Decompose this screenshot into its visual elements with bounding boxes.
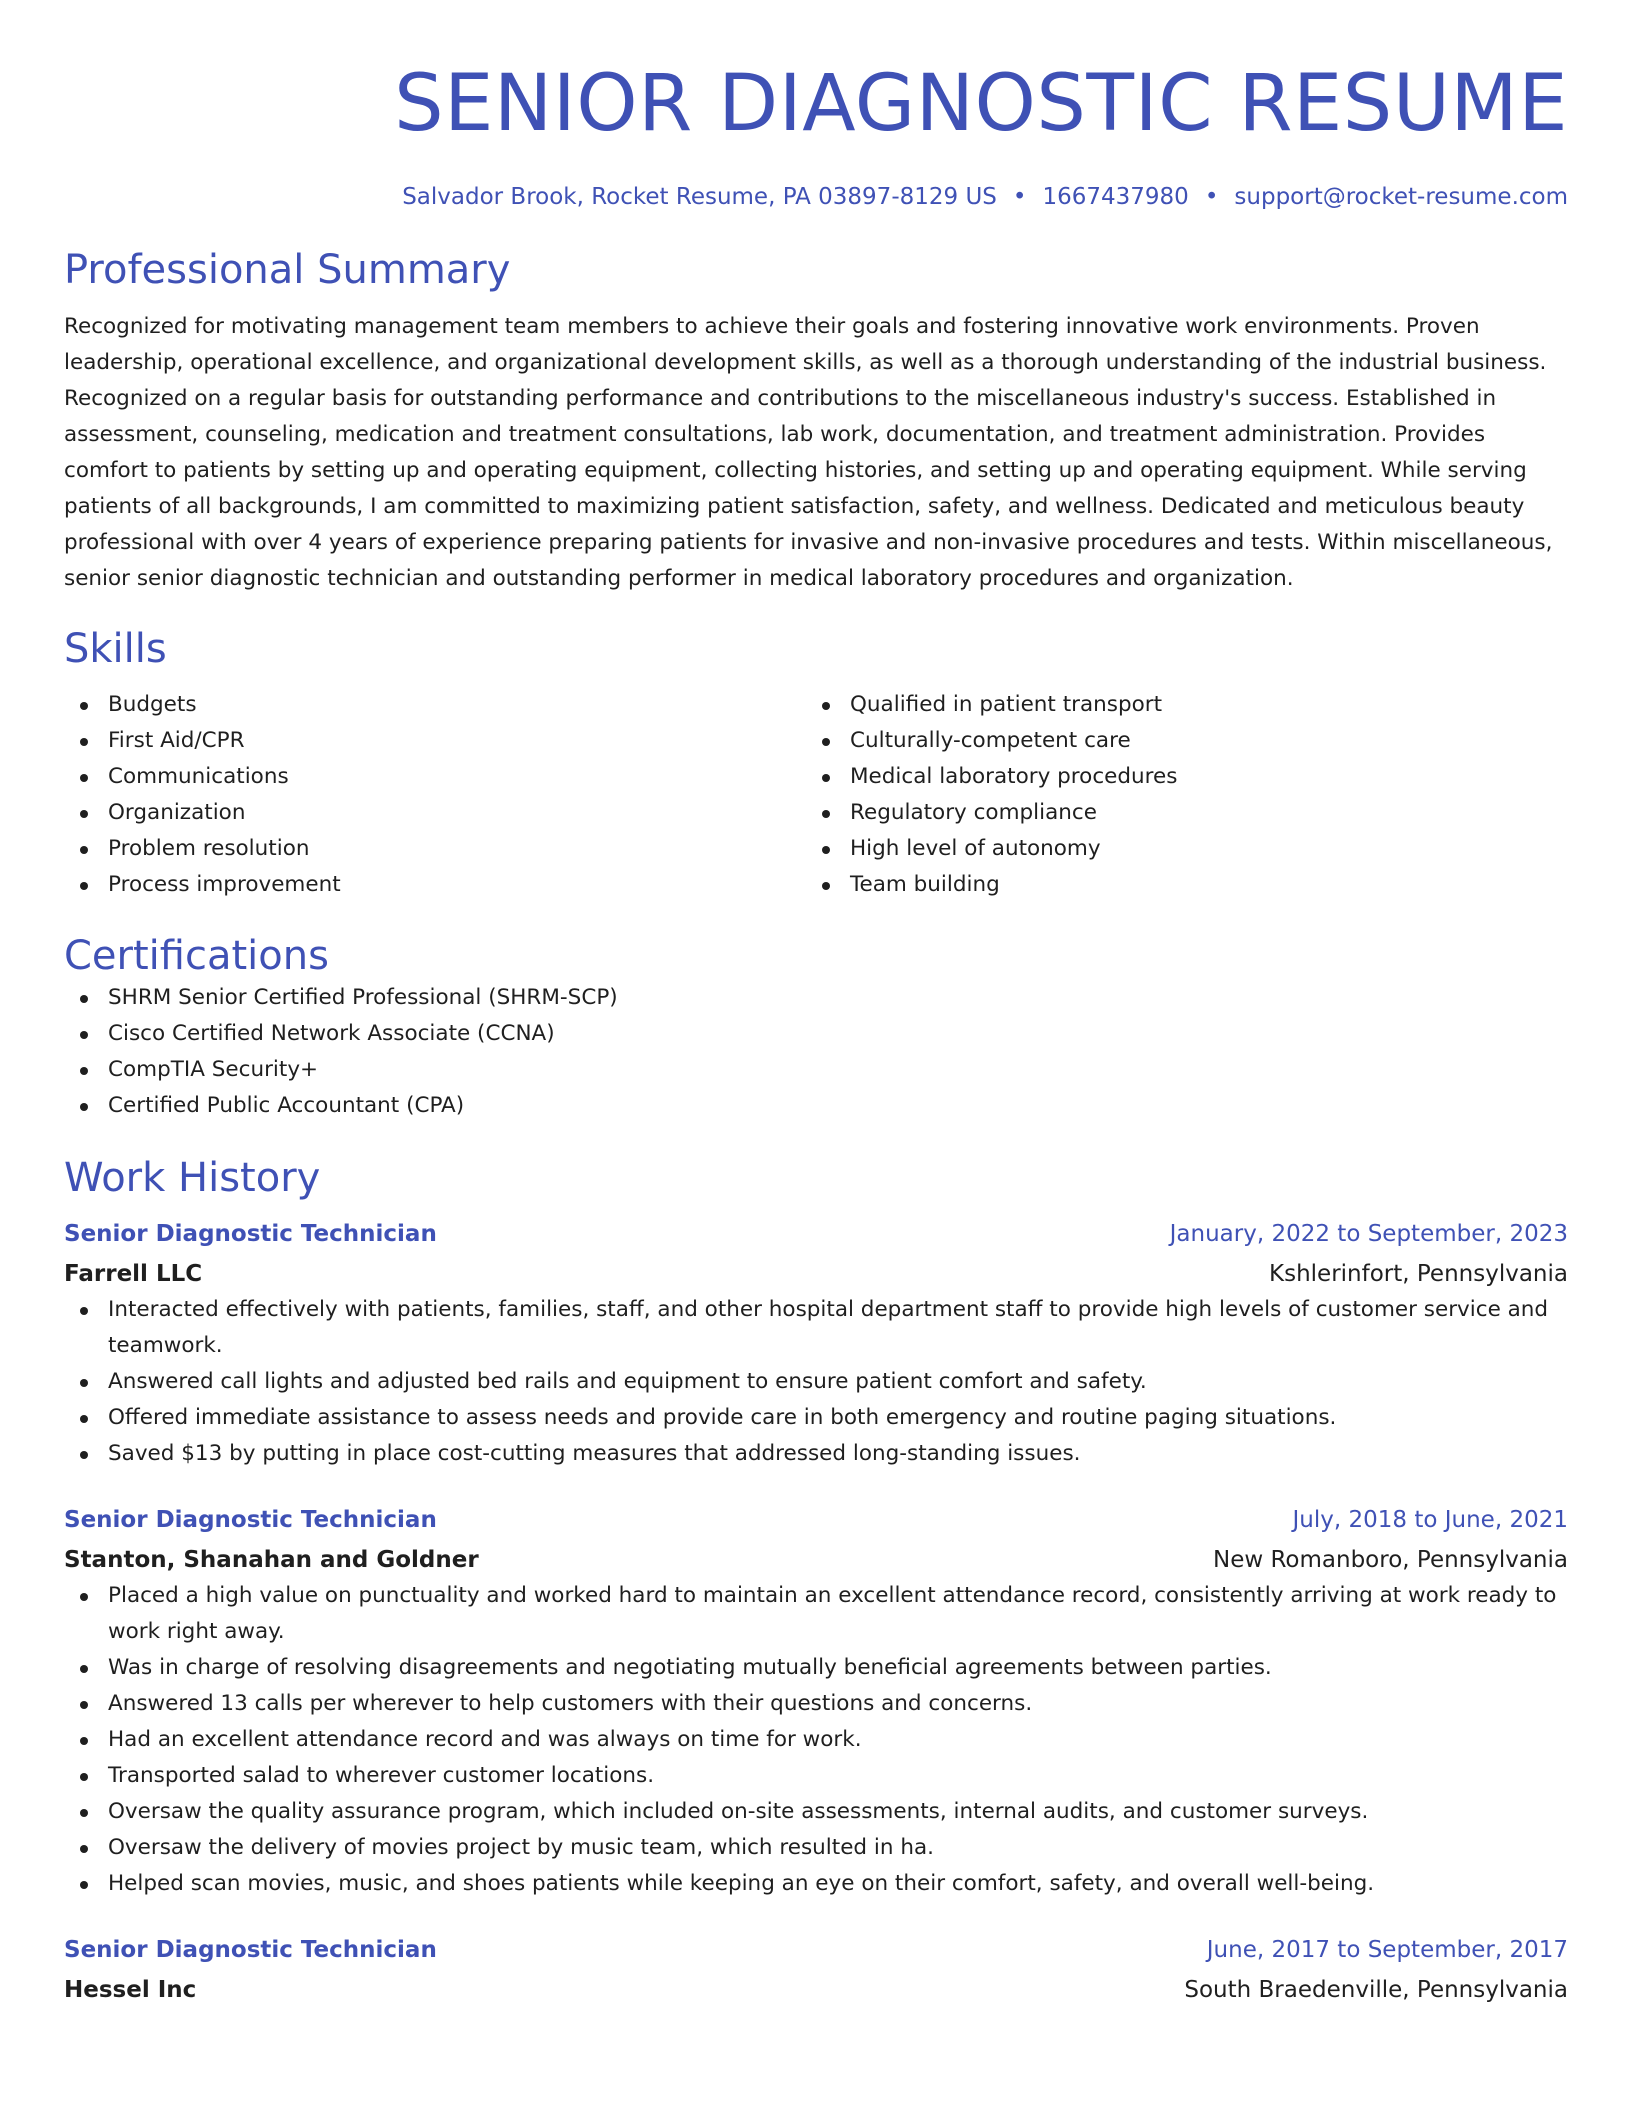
job-dates: July, 2018 to June, 2021 bbox=[1292, 1507, 1568, 1533]
job-bullet: Saved $13 by putting in place cost-cutting measures that addressed long-standing issues. bbox=[64, 1436, 1568, 1472]
skill-item: Communications bbox=[64, 759, 806, 795]
contact-phone: 1667437980 bbox=[1042, 184, 1189, 210]
certification-item: SHRM Senior Certified Professional (SHRM-SCP) bbox=[64, 980, 1568, 1016]
skill-item: Regulatory compliance bbox=[806, 795, 1548, 831]
job-entry bbox=[64, 1502, 1568, 1902]
job-company-row bbox=[64, 1968, 1568, 2008]
skill-item: Organization bbox=[64, 795, 806, 831]
bullet-separator: • bbox=[1204, 184, 1219, 210]
skill-item: Qualified in patient transport bbox=[806, 687, 1548, 723]
job-company-row bbox=[64, 1538, 1568, 1578]
skills-left-column bbox=[64, 687, 806, 903]
job-bullet: Offered immediate assistance to assess needs and provide care in both emergency and routine paging situations. bbox=[64, 1400, 1568, 1436]
job-dates: June, 2017 to September, 2017 bbox=[1206, 1937, 1568, 1963]
skill-item: Medical laboratory procedures bbox=[806, 759, 1548, 795]
job-entry bbox=[64, 1216, 1568, 1472]
skill-item: First Aid/CPR bbox=[64, 723, 806, 759]
job-bullet: Interacted effectively with patients, families, staff, and other hospital department staff to provide high levels of customer service and teamwork. bbox=[64, 1292, 1568, 1364]
job-header-row bbox=[64, 1502, 1568, 1538]
work-history-heading: Work History bbox=[64, 1155, 321, 1201]
skill-item: Problem resolution bbox=[64, 831, 806, 867]
job-role: Senior Diagnostic Technician bbox=[64, 1221, 437, 1247]
job-company: Stanton, Shanahan and Goldner bbox=[64, 1547, 479, 1573]
certifications-list bbox=[64, 980, 1568, 1124]
job-bullet: Answered 13 calls per wherever to help customers with their questions and concerns. bbox=[64, 1686, 1568, 1722]
skill-item: High level of autonomy bbox=[806, 831, 1548, 867]
skills-grid bbox=[64, 687, 1568, 903]
summary-text: Recognized for motivating management team members to achieve their goals and fostering innovative work environments. Proven leadership, operational excellence, and organizational development skills, as well as a thorough understanding of the industrial business. Recognized on a regular basis for outstanding performance and contributions to the miscellaneous industry's success. Established in assessment, counseling, medication and treatment consultations, lab work, documentation, and treatment administration. Provides comfort to patients by setting up and operating equipment, collecting histories, and setting up and operating equipment. While serving patients of all backgrounds, I am committed to maximizing patient satisfaction, safety, and wellness. Dedicated and meticulous beauty professional with over 4 years of experience preparing patients for invasive and non-invasive procedures and tests. Within miscellaneous, senior senior diagnostic technician and outstanding performer in medical laboratory procedures and organization. bbox=[64, 314, 1553, 591]
certification-item: Certified Public Accountant (CPA) bbox=[64, 1088, 1568, 1124]
certification-item: CompTIA Security+ bbox=[64, 1052, 1568, 1088]
job-company: Farrell LLC bbox=[64, 1261, 203, 1287]
contact-email: support@rocket-resume.com bbox=[1234, 184, 1568, 210]
bullet-separator: • bbox=[1012, 184, 1027, 210]
skill-item: Process improvement bbox=[64, 867, 806, 903]
summary-heading: Professional Summary bbox=[64, 247, 511, 293]
job-role: Senior Diagnostic Technician bbox=[64, 1507, 437, 1533]
job-company: Hessel Inc bbox=[64, 1977, 197, 2003]
resume-title: SENIOR DIAGNOSTIC RESUME bbox=[394, 59, 1568, 149]
job-bullet: Helped scan movies, music, and shoes patients while keeping an eye on their comfort, safety, and overall well-being. bbox=[64, 1866, 1568, 1902]
job-bullet: Oversaw the quality assurance program, which included on-site assessments, internal audits, and customer surveys. bbox=[64, 1794, 1568, 1830]
job-bullet: Oversaw the delivery of movies project by music team, which resulted in ha. bbox=[64, 1830, 1568, 1866]
job-company-row bbox=[64, 1252, 1568, 1292]
job-bullets bbox=[64, 1292, 1568, 1472]
resume-page bbox=[64, 0, 1568, 2008]
certifications-heading: Certifications bbox=[64, 933, 329, 979]
job-bullet: Had an excellent attendance record and was always on time for work. bbox=[64, 1722, 1568, 1758]
job-dates: January, 2022 to September, 2023 bbox=[1169, 1221, 1568, 1247]
job-bullet: Answered call lights and adjusted bed rails and equipment to ensure patient comfort and safety. bbox=[64, 1364, 1568, 1400]
skills-right-column bbox=[806, 687, 1548, 903]
skill-item: Budgets bbox=[64, 687, 806, 723]
job-role: Senior Diagnostic Technician bbox=[64, 1937, 437, 1963]
job-bullet: Placed a high value on punctuality and worked hard to maintain an excellent attendance record, consistently arriving at work ready to work right away. bbox=[64, 1578, 1568, 1650]
job-location: Kshlerinfort, Pennsylvania bbox=[1269, 1261, 1568, 1287]
certification-item: Cisco Certified Network Associate (CCNA) bbox=[64, 1016, 1568, 1052]
skill-item: Team building bbox=[806, 867, 1548, 903]
contact-line bbox=[64, 181, 1568, 213]
job-bullet: Transported salad to wherever customer locations. bbox=[64, 1758, 1568, 1794]
skill-item: Culturally-competent care bbox=[806, 723, 1548, 759]
job-header-row bbox=[64, 1932, 1568, 1968]
job-location: South Braedenville, Pennsylvania bbox=[1184, 1977, 1568, 2003]
skills-heading: Skills bbox=[64, 626, 167, 672]
job-header-row bbox=[64, 1216, 1568, 1252]
job-bullet: Was in charge of resolving disagreements and negotiating mutually beneficial agreements between parties. bbox=[64, 1650, 1568, 1686]
contact-address: Salvador Brook, Rocket Resume, PA 03897-8129 US bbox=[402, 184, 997, 210]
job-bullets bbox=[64, 1578, 1568, 1902]
job-location: New Romanboro, Pennsylvania bbox=[1213, 1547, 1568, 1573]
job-entry bbox=[64, 1932, 1568, 2008]
